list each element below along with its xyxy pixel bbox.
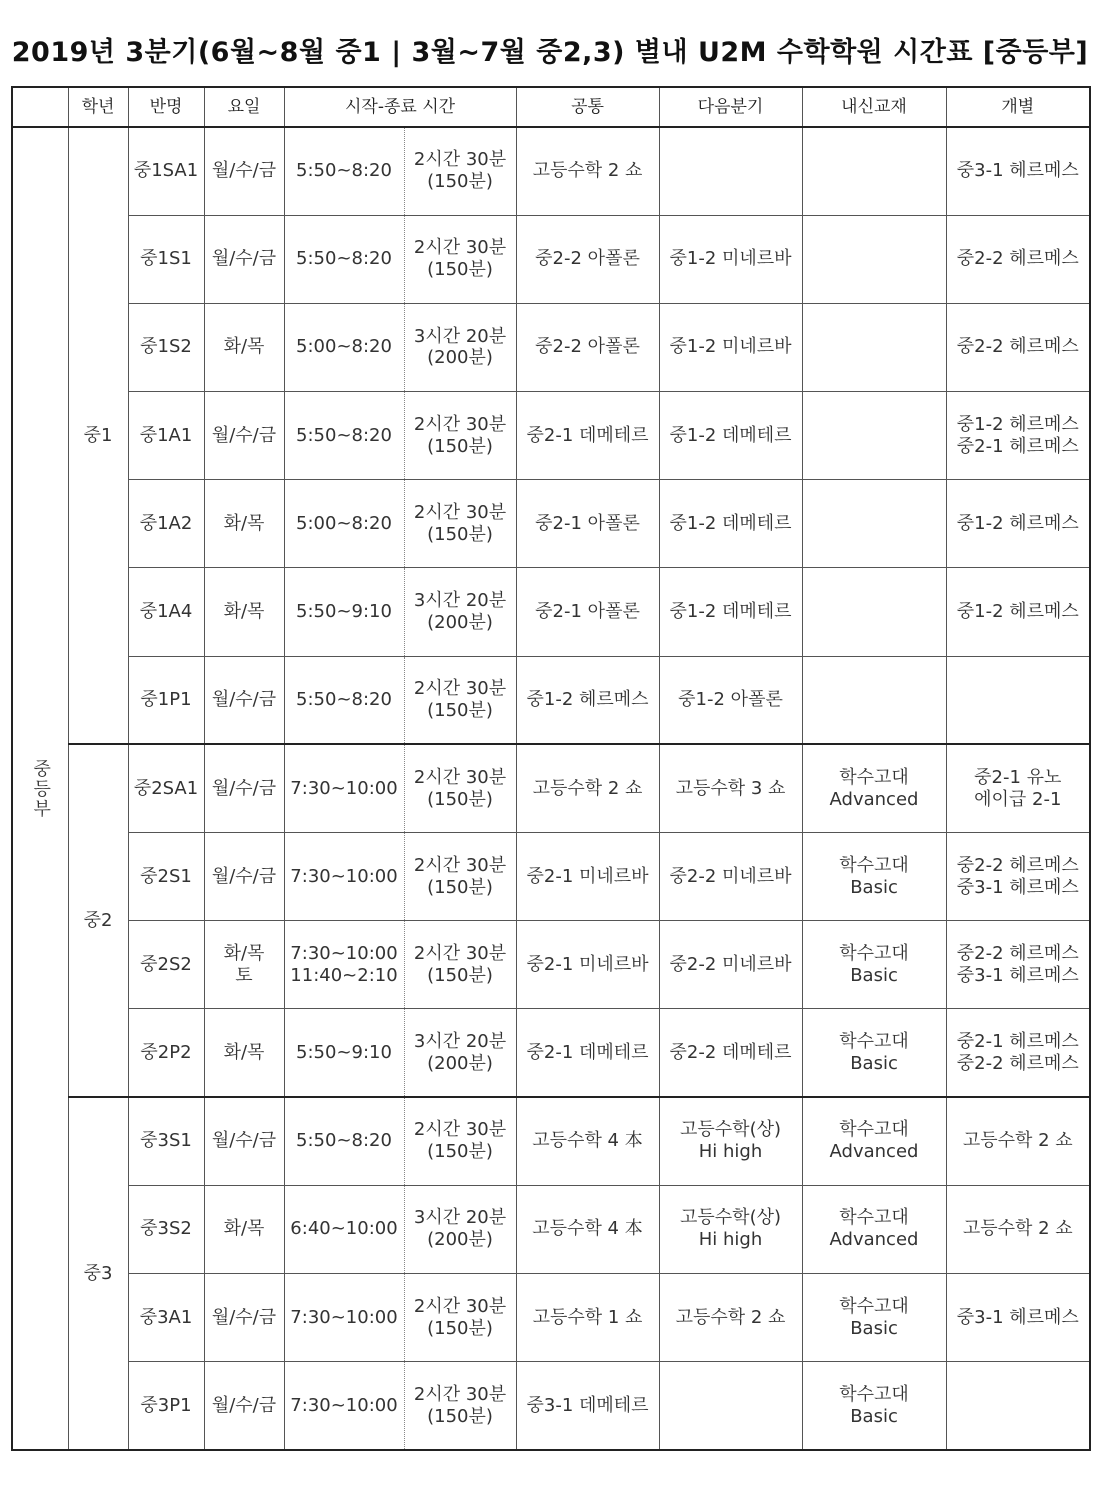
schedule-body <box>12 127 1090 1450</box>
class-cell: 중2SA1 <box>128 744 204 832</box>
school-cell <box>802 656 946 744</box>
day-cell: 화/목 <box>204 568 284 656</box>
school-cell <box>802 303 946 391</box>
common-cell: 중3-1 데메테르 <box>516 1362 659 1450</box>
next-cell: 중1-2 데메테르 <box>659 568 802 656</box>
common-cell: 중2-1 미네르바 <box>516 921 659 1009</box>
time-cell: 5:00~8:20 <box>284 480 404 568</box>
header-blank <box>12 87 68 127</box>
time-cell: 6:40~10:00 <box>284 1185 404 1273</box>
table-row <box>12 1097 1090 1185</box>
grade-label-3: 중3 <box>68 1097 128 1450</box>
header-individual: 개별 <box>946 87 1090 127</box>
table-row <box>12 833 1090 921</box>
class-cell: 중1P1 <box>128 656 204 744</box>
table-row <box>12 921 1090 1009</box>
day-cell: 월/수/금 <box>204 215 284 303</box>
time-cell: 7:30~10:00 11:40~2:10 <box>284 921 404 1009</box>
next-cell: 중2-2 미네르바 <box>659 833 802 921</box>
individual-cell: 중1-2 헤르메스 중2-1 헤르메스 <box>946 392 1090 480</box>
duration-cell: 2시간 30분 (150분) <box>404 656 516 744</box>
time-cell: 5:00~8:20 <box>284 303 404 391</box>
common-cell: 중2-1 아폴론 <box>516 480 659 568</box>
time-cell: 7:30~10:00 <box>284 744 404 832</box>
individual-cell: 중2-2 헤르메스 중3-1 헤르메스 <box>946 921 1090 1009</box>
duration-cell: 3시간 20분 (200분) <box>404 1009 516 1097</box>
individual-cell: 중2-2 헤르메스 <box>946 215 1090 303</box>
school-cell: 학수고대 Advanced <box>802 1097 946 1185</box>
school-cell <box>802 215 946 303</box>
class-cell: 중1S2 <box>128 303 204 391</box>
day-cell: 월/수/금 <box>204 127 284 215</box>
individual-cell: 중2-2 헤르메스 <box>946 303 1090 391</box>
individual-cell: 중1-2 헤르메스 <box>946 568 1090 656</box>
duration-cell: 2시간 30분 (150분) <box>404 127 516 215</box>
time-cell: 7:30~10:00 <box>284 1273 404 1361</box>
header-grade: 학년 <box>68 87 128 127</box>
individual-cell: 고등수학 2 쇼 <box>946 1097 1090 1185</box>
next-cell: 중1-2 아폴론 <box>659 656 802 744</box>
next-cell: 고등수학(상) Hi high <box>659 1097 802 1185</box>
common-cell: 고등수학 2 쇼 <box>516 127 659 215</box>
day-cell: 월/수/금 <box>204 833 284 921</box>
header-common: 공통 <box>516 87 659 127</box>
duration-cell: 2시간 30분 (150분) <box>404 833 516 921</box>
class-cell: 중2S2 <box>128 921 204 1009</box>
grade-label-2: 중2 <box>68 744 128 1097</box>
school-cell <box>802 480 946 568</box>
individual-cell <box>946 1362 1090 1450</box>
next-cell: 중2-2 데메테르 <box>659 1009 802 1097</box>
individual-cell <box>946 656 1090 744</box>
duration-cell: 2시간 30분 (150분) <box>404 1362 516 1450</box>
table-row <box>12 1009 1090 1097</box>
schedule-table <box>11 86 1091 1451</box>
individual-cell: 중1-2 헤르메스 <box>946 480 1090 568</box>
duration-cell: 3시간 20분 (200분) <box>404 568 516 656</box>
next-cell: 고등수학 2 쇼 <box>659 1273 802 1361</box>
individual-cell: 중2-1 유노 에이급 2-1 <box>946 744 1090 832</box>
day-cell: 화/목 <box>204 480 284 568</box>
duration-cell: 2시간 30분 (150분) <box>404 480 516 568</box>
class-cell: 중1A4 <box>128 568 204 656</box>
common-cell: 중2-1 데메테르 <box>516 392 659 480</box>
grade-label-1: 중1 <box>68 127 128 744</box>
table-row <box>12 744 1090 832</box>
day-cell: 화/목 <box>204 1009 284 1097</box>
school-cell <box>802 392 946 480</box>
next-cell <box>659 1362 802 1450</box>
time-cell: 5:50~8:20 <box>284 215 404 303</box>
next-cell: 중1-2 미네르바 <box>659 215 802 303</box>
day-cell: 화/목 <box>204 1185 284 1273</box>
table-row <box>12 1362 1090 1450</box>
duration-cell: 2시간 30분 (150분) <box>404 1273 516 1361</box>
common-cell: 중2-1 아폴론 <box>516 568 659 656</box>
common-cell: 고등수학 1 쇼 <box>516 1273 659 1361</box>
duration-cell: 2시간 30분 (150분) <box>404 215 516 303</box>
individual-cell: 중3-1 헤르메스 <box>946 1273 1090 1361</box>
day-cell: 화/목 <box>204 303 284 391</box>
time-cell: 5:50~8:20 <box>284 127 404 215</box>
school-cell: 학수고대 Basic <box>802 921 946 1009</box>
table-row <box>12 480 1090 568</box>
header-time: 시작-종료 시간 <box>284 87 516 127</box>
school-cell: 학수고대 Basic <box>802 1273 946 1361</box>
duration-cell: 2시간 30분 (150분) <box>404 921 516 1009</box>
class-cell: 중1A2 <box>128 480 204 568</box>
day-cell: 월/수/금 <box>204 1362 284 1450</box>
table-row <box>12 1185 1090 1273</box>
table-row <box>12 215 1090 303</box>
school-cell: 학수고대 Basic <box>802 833 946 921</box>
individual-cell: 중2-2 헤르메스 중3-1 헤르메스 <box>946 833 1090 921</box>
individual-cell: 중3-1 헤르메스 <box>946 127 1090 215</box>
class-cell: 중3A1 <box>128 1273 204 1361</box>
header-next: 다음분기 <box>659 87 802 127</box>
time-cell: 5:50~8:20 <box>284 1097 404 1185</box>
time-cell: 5:50~9:10 <box>284 1009 404 1097</box>
individual-cell: 중2-1 헤르메스 중2-2 헤르메스 <box>946 1009 1090 1097</box>
day-cell: 월/수/금 <box>204 656 284 744</box>
header-row <box>12 87 1090 127</box>
duration-cell: 3시간 20분 (200분) <box>404 1185 516 1273</box>
header-day: 요일 <box>204 87 284 127</box>
common-cell: 중2-2 아폴론 <box>516 215 659 303</box>
table-row <box>12 656 1090 744</box>
header-class: 반명 <box>128 87 204 127</box>
next-cell: 중2-2 미네르바 <box>659 921 802 1009</box>
time-cell: 7:30~10:00 <box>284 1362 404 1450</box>
table-row <box>12 303 1090 391</box>
next-cell: 중1-2 데메테르 <box>659 392 802 480</box>
time-cell: 5:50~8:20 <box>284 656 404 744</box>
school-cell <box>802 568 946 656</box>
next-cell <box>659 127 802 215</box>
section-label: 중등부 <box>12 127 68 1450</box>
duration-cell: 2시간 30분 (150분) <box>404 1097 516 1185</box>
next-cell: 고등수학 3 쇼 <box>659 744 802 832</box>
common-cell: 고등수학 4 本 <box>516 1185 659 1273</box>
class-cell: 중3S1 <box>128 1097 204 1185</box>
class-cell: 중2P2 <box>128 1009 204 1097</box>
day-cell: 월/수/금 <box>204 1097 284 1185</box>
duration-cell: 2시간 30분 (150분) <box>404 392 516 480</box>
common-cell: 중1-2 헤르메스 <box>516 656 659 744</box>
individual-cell: 고등수학 2 쇼 <box>946 1185 1090 1273</box>
next-cell: 고등수학(상) Hi high <box>659 1185 802 1273</box>
table-row <box>12 127 1090 215</box>
common-cell: 중2-1 미네르바 <box>516 833 659 921</box>
common-cell: 중2-1 데메테르 <box>516 1009 659 1097</box>
school-cell: 학수고대 Basic <box>802 1362 946 1450</box>
duration-cell: 3시간 20분 (200분) <box>404 303 516 391</box>
class-cell: 중3S2 <box>128 1185 204 1273</box>
common-cell: 고등수학 4 本 <box>516 1097 659 1185</box>
page-title: 2019년 3분기(6월~8월 중1 | 3월~7월 중2,3) 별내 U2M 수학학원 시간표 [중등부] <box>11 37 1089 68</box>
day-cell: 월/수/금 <box>204 392 284 480</box>
school-cell: 학수고대 Advanced <box>802 744 946 832</box>
time-cell: 5:50~9:10 <box>284 568 404 656</box>
day-cell: 화/목 토 <box>204 921 284 1009</box>
class-cell: 중1A1 <box>128 392 204 480</box>
table-row <box>12 568 1090 656</box>
time-cell: 5:50~8:20 <box>284 392 404 480</box>
class-cell: 중3P1 <box>128 1362 204 1450</box>
common-cell: 고등수학 2 쇼 <box>516 744 659 832</box>
day-cell: 월/수/금 <box>204 744 284 832</box>
next-cell: 중1-2 데메테르 <box>659 480 802 568</box>
class-cell: 중2S1 <box>128 833 204 921</box>
class-cell: 중1S1 <box>128 215 204 303</box>
time-cell: 7:30~10:00 <box>284 833 404 921</box>
table-row <box>12 1273 1090 1361</box>
header-school: 내신교재 <box>802 87 946 127</box>
table-row <box>12 392 1090 480</box>
school-cell <box>802 127 946 215</box>
common-cell: 중2-2 아폴론 <box>516 303 659 391</box>
duration-cell: 2시간 30분 (150분) <box>404 744 516 832</box>
next-cell: 중1-2 미네르바 <box>659 303 802 391</box>
day-cell: 월/수/금 <box>204 1273 284 1361</box>
school-cell: 학수고대 Advanced <box>802 1185 946 1273</box>
school-cell: 학수고대 Basic <box>802 1009 946 1097</box>
class-cell: 중1SA1 <box>128 127 204 215</box>
